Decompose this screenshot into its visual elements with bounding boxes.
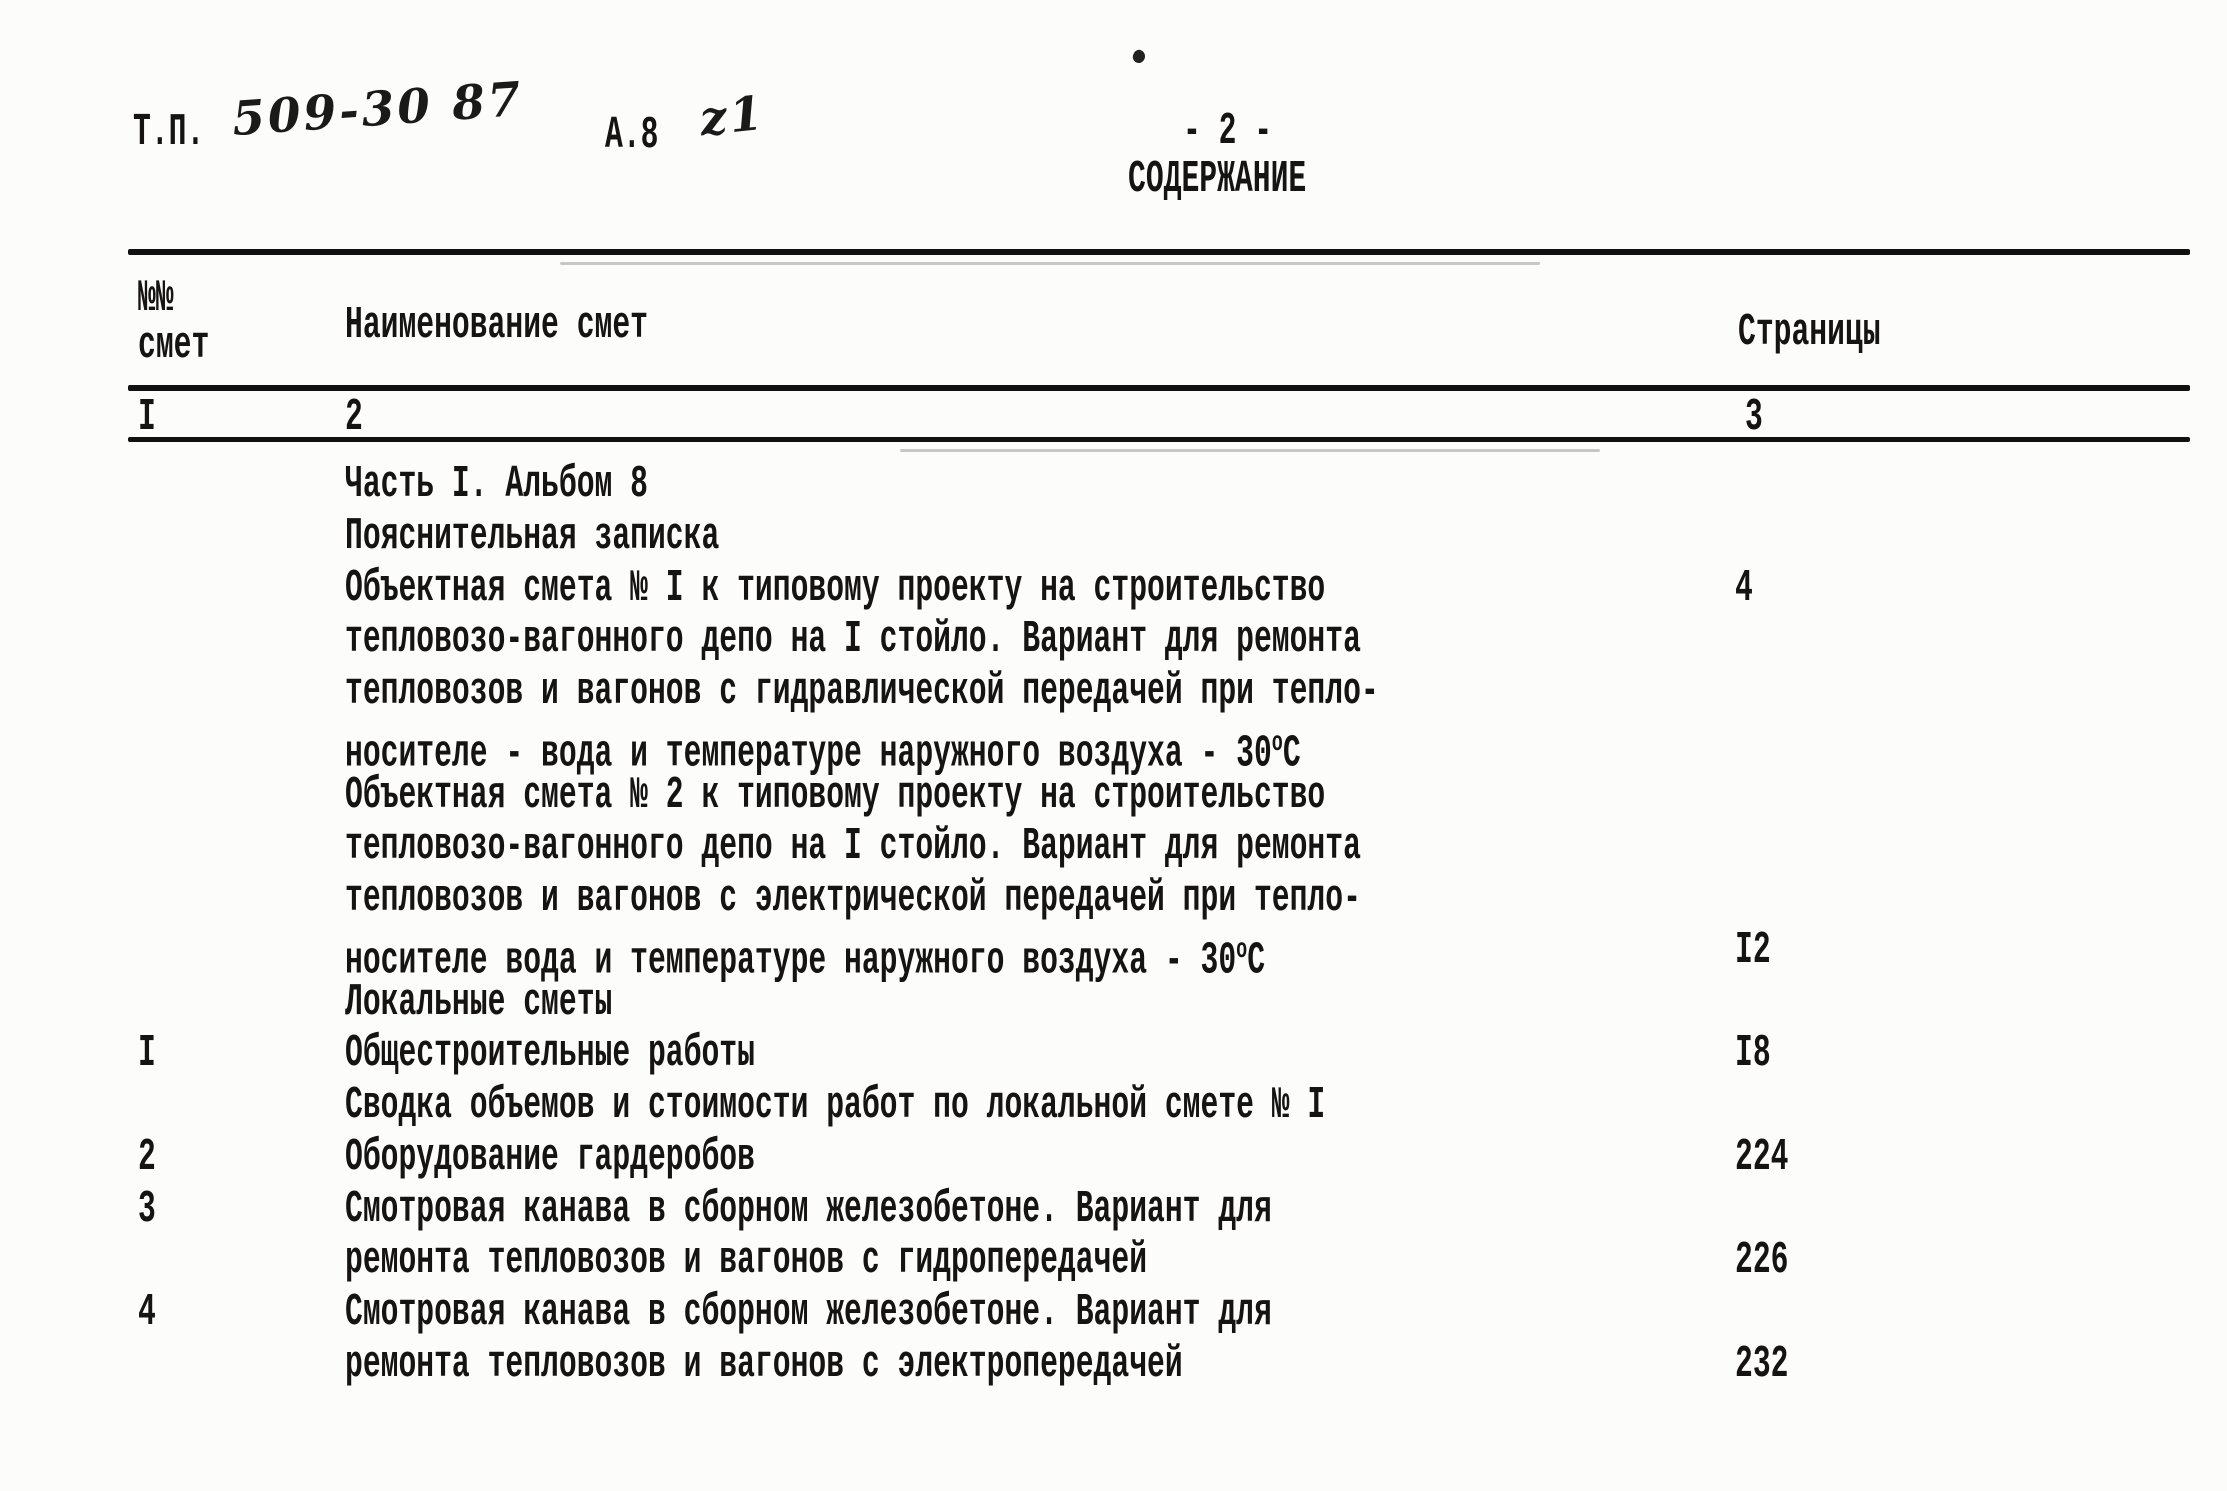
toc-line-text: тепловозов и вагонов с электрической передачей при тепло- [345,873,1361,924]
column-number: I [138,392,156,443]
toc-line-text: ремонта тепловозов и вагонов с электропередачей [345,1339,1183,1390]
doc-code-typed: Т.П. [133,107,205,158]
toc-line-text: Общестроительные работы [345,1028,755,1079]
column-number: 2 [345,392,363,443]
page-title: СОДЕРЖАНИЕ [1128,154,1307,205]
toc-line-text: носителе вода и температуре наружного воздуха - $30^оС$ [345,935,1266,987]
toc-line-text: Часть I. Альбом 8 [345,459,648,510]
degree-superscript: о [1271,728,1283,759]
row-number: 2 [138,1132,156,1183]
row-number: I [138,1028,156,1079]
toc-line-text: тепловозов и вагонов с гидравлической передачей при тепло- [345,666,1379,717]
toc-line-text: Сводка объемов и стоимости работ по локальной смете № I [345,1080,1326,1131]
toc-line-text: Оборудование гардеробов [345,1132,755,1183]
page-ref: I8 [1735,1028,1771,1079]
toc-line-text: Смотровая канава в сборном железобетоне. Вариант для [345,1287,1272,1338]
column-number: 3 [1745,392,1763,443]
toc-line-text: тепловозо-вагонного депо на I стойло. Вариант для ремонта [345,614,1361,665]
scan-artifact-line [900,449,1600,452]
doc-code-handwritten: 509-30 87 [230,71,526,148]
scan-artifact-line [560,262,1540,265]
toc-line-text: ремонта тепловозов и вагонов с гидропередачей [345,1235,1148,1286]
column-header-no-line2: смет [138,320,210,371]
column-header-name: Наименование смет [345,300,648,351]
toc-line-text: Объектная смета № I к типовому проекту на строительство [345,563,1326,614]
table-rule-top [128,249,2190,255]
table-rule-numbers-bottom [128,437,2190,442]
row-number: 3 [138,1184,156,1235]
album-code-typed: А.8 [605,110,659,161]
toc-line-text: Пояснительная записка [345,511,720,562]
album-code-handwritten: z1 [697,85,769,148]
toc-line-text: Локальные сметы [345,977,613,1028]
page-ref: 4 [1735,563,1753,614]
degree-superscript: о [1236,935,1248,966]
table-rule-header-bottom [128,385,2190,391]
row-number: 4 [138,1287,156,1338]
ink-dot [1131,48,1147,65]
page-ref: 226 [1735,1235,1789,1286]
page-ref: 232 [1735,1339,1789,1390]
column-header-no-line1: №№ [138,273,174,324]
column-header-pages: Страницы [1738,307,1881,358]
toc-line-text: Объектная смета № 2 к типовому проекту на строительство [345,770,1326,821]
toc-line-text: Смотровая канава в сборном железобетоне. Вариант для [345,1184,1272,1235]
page-number: - 2 - [1183,106,1273,157]
toc-line-text: тепловозо-вагонного депо на I стойло. Вариант для ремонта [345,821,1361,872]
page-ref: I2 [1735,925,1771,976]
toc-line-text: носителе - вода и температуре наружного воздуха - $30^оС$ [345,728,1301,780]
page-ref: 224 [1735,1132,1789,1183]
